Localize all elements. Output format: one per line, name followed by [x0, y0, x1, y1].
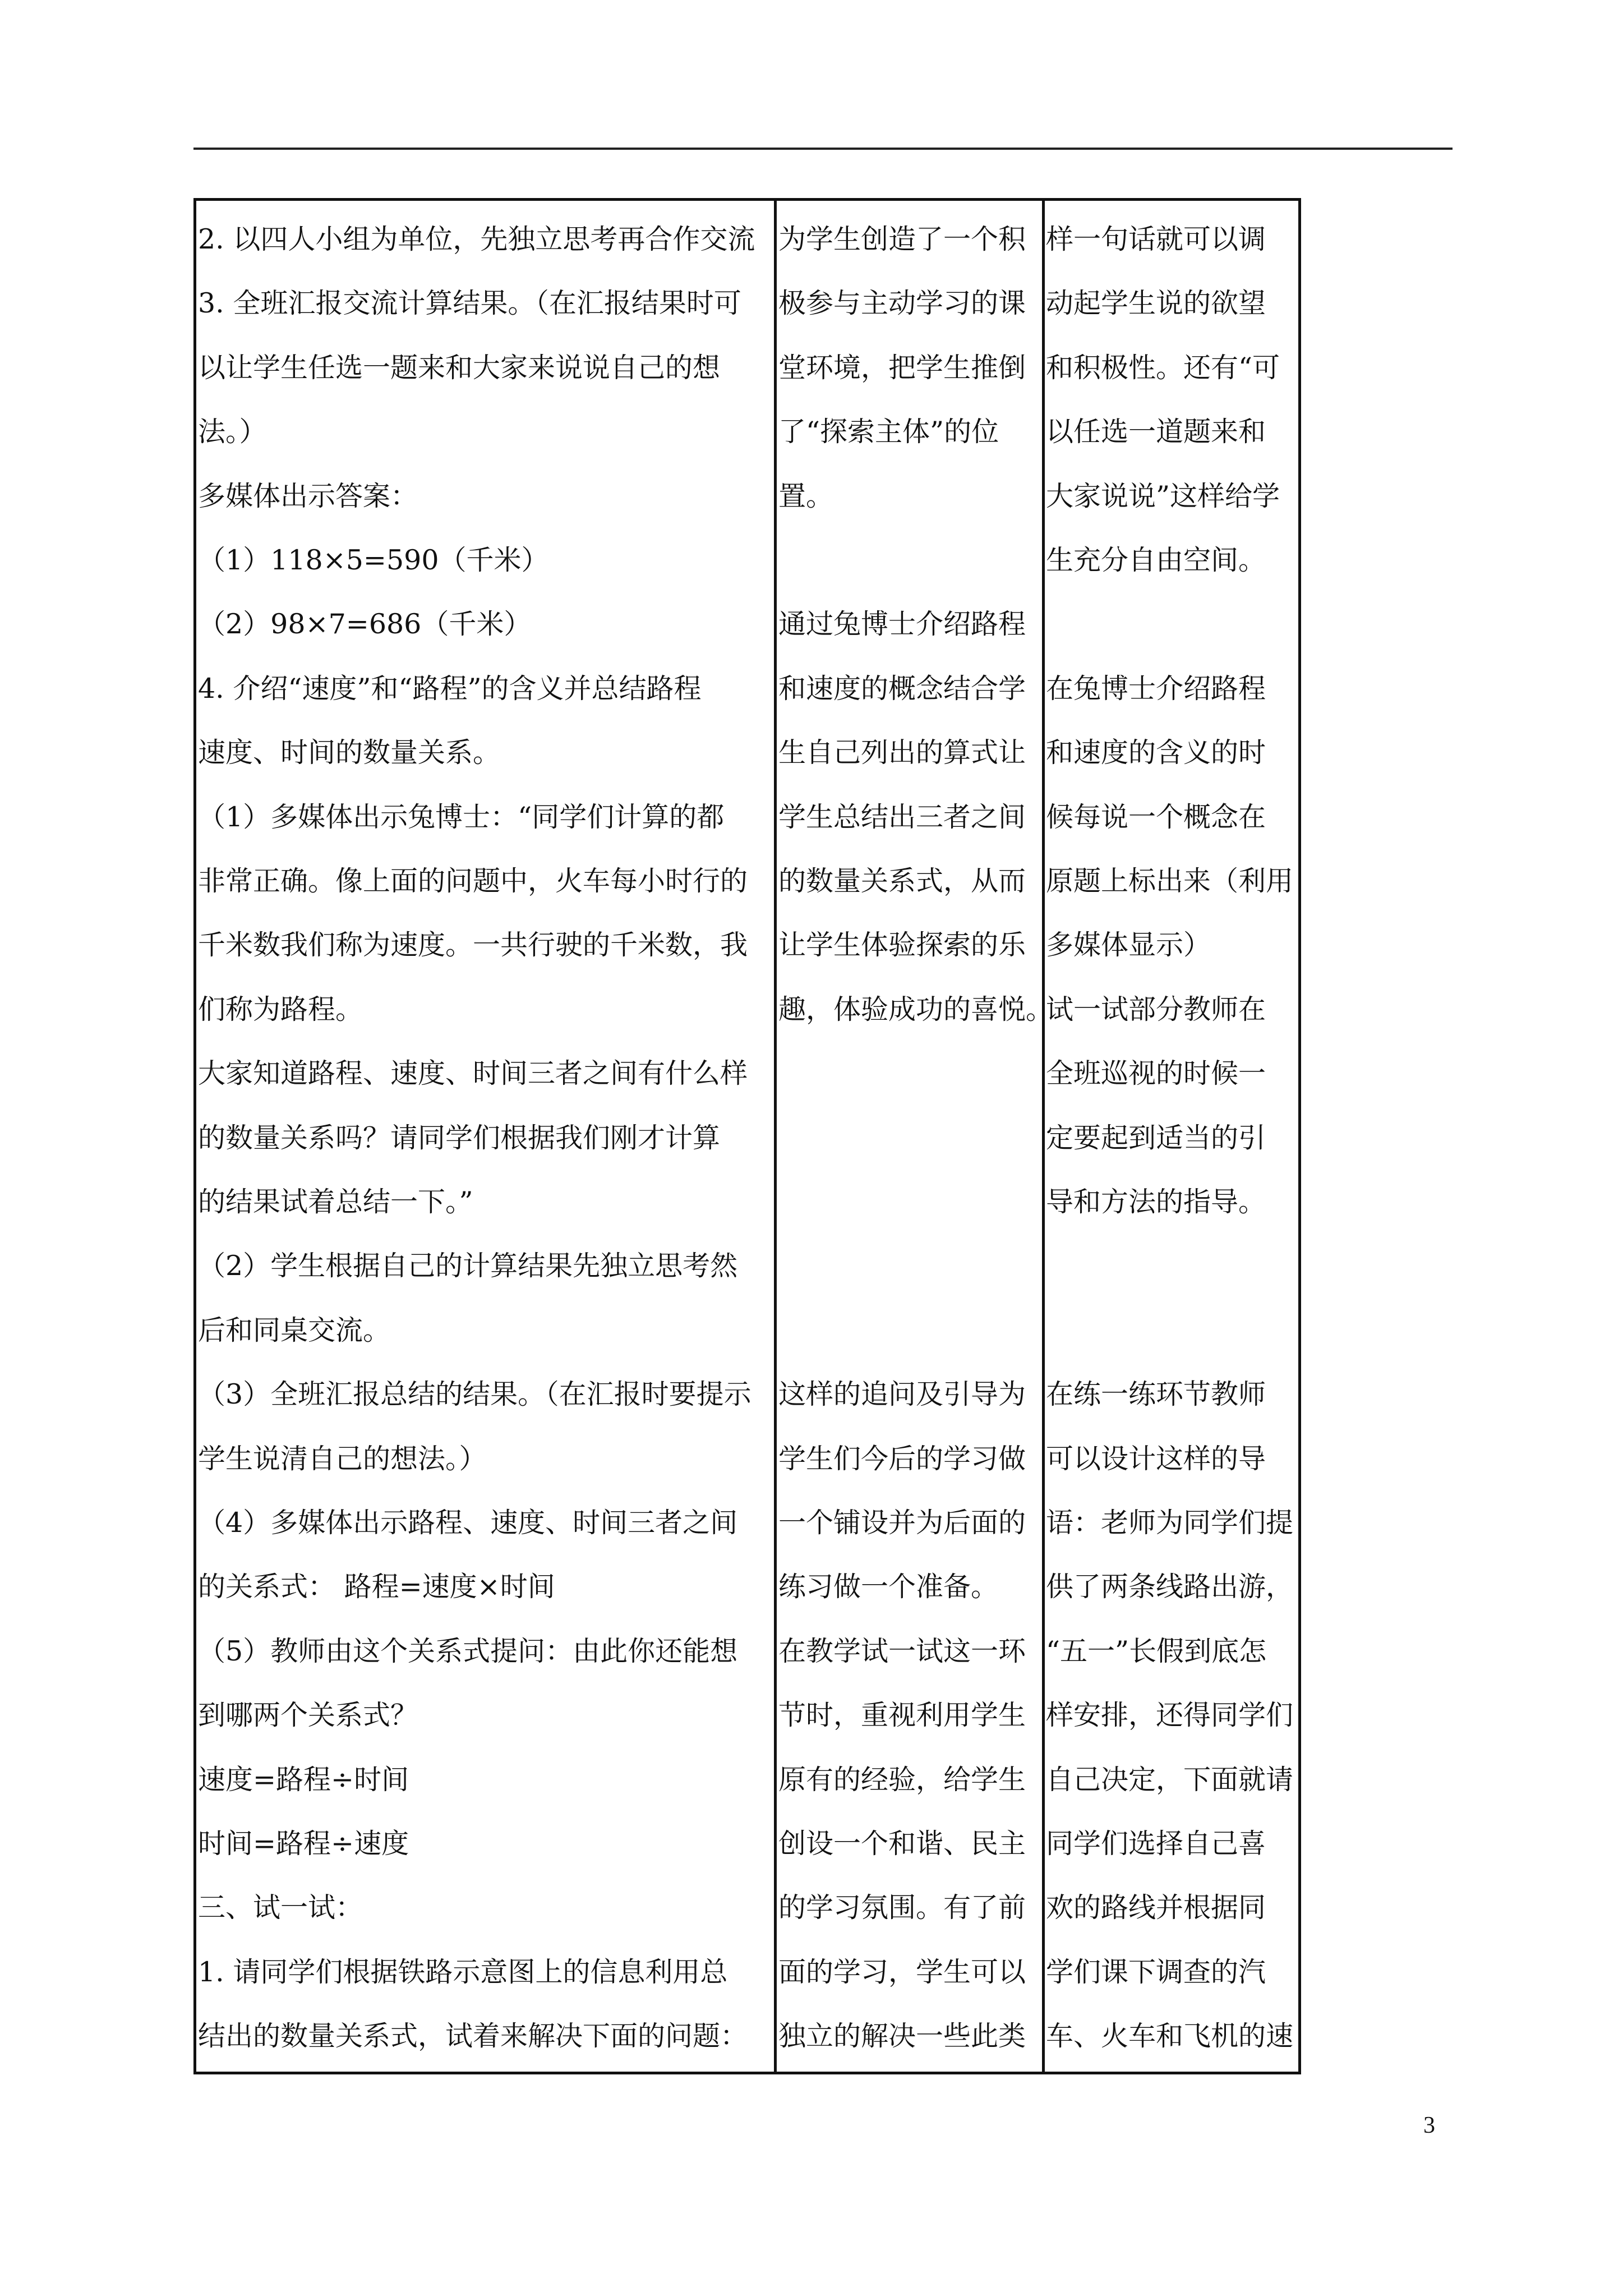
teaching-tips-line: 语：老师为同学们提 — [1046, 1507, 1294, 1539]
teaching-process-line: （2）学生根据自己的计算结果先独立思考然 — [198, 1250, 738, 1282]
teaching-process-line: 以让学生任选一题来和大家来说说自己的想 — [198, 351, 721, 384]
teaching-process-line: （5）教师由这个关系式提问：由此你还能想 — [198, 1635, 738, 1667]
teaching-process-line: （1）多媒体出示兔博士：“同学们计算的都 — [198, 800, 725, 833]
teaching-process-line: 三、试一试： — [198, 1892, 363, 1924]
teaching-process-line: 的结果试着总结一下。” — [198, 1186, 473, 1218]
design-intent-line: 面的学习，学生可以 — [778, 1955, 1026, 1988]
design-intent-line: 在教学试一试这一环 — [778, 1635, 1026, 1667]
design-intent-line: 极参与主动学习的课 — [778, 287, 1026, 320]
design-intent-line: 和速度的概念结合学 — [778, 672, 1026, 705]
column-divider — [1042, 201, 1045, 2072]
header-rule — [193, 148, 1453, 150]
teaching-process-line: 们称为路程。 — [198, 993, 363, 1025]
design-intent-line: 的数量关系式，从而 — [778, 865, 1026, 897]
teaching-tips-line: 和速度的含义的时 — [1046, 737, 1266, 769]
teaching-tips-line: 欢的路线并根据同 — [1046, 1892, 1266, 1924]
teaching-tips-line: 动起学生说的欲望 — [1046, 287, 1266, 320]
design-intent-line: 练习做一个准备。 — [778, 1571, 999, 1603]
teaching-process-line: （4）多媒体出示路程、速度、时间三者之间 — [198, 1507, 738, 1539]
teaching-tips-line: 供了两条线路出游， — [1046, 1571, 1294, 1603]
teaching-tips-line: 原题上标出来（利用 — [1046, 865, 1294, 897]
teaching-process-line: 千米数我们称为速度。一共行驶的千米数，我 — [198, 929, 748, 961]
design-intent-line: 的学习氛围。有了前 — [778, 1892, 1026, 1924]
teaching-process-line: 3. 全班汇报交流计算结果。（在汇报结果时可 — [198, 287, 741, 320]
teaching-tips-line: 样一句话就可以调 — [1046, 223, 1266, 255]
teaching-tips-line: 以任选一道题来和 — [1046, 416, 1266, 448]
teaching-tips-line: 在练一练环节教师 — [1046, 1378, 1266, 1411]
teaching-process-line: 速度=路程÷时间 — [198, 1763, 409, 1796]
teaching-process-line: （1）118×5=590（千米） — [198, 544, 549, 576]
teaching-tips-line: 候每说一个概念在 — [1046, 800, 1266, 833]
design-intent-line: 堂环境，把学生推倒 — [778, 351, 1026, 384]
teaching-tips-line: 样安排，还得同学们 — [1046, 1699, 1294, 1732]
teaching-tips-line: 定要起到适当的引 — [1046, 1121, 1266, 1154]
teaching-process-line: （3）全班汇报总结的结果。（在汇报时要提示 — [198, 1378, 751, 1411]
teaching-process-line: 大家知道路程、速度、时间三者之间有什么样 — [198, 1057, 748, 1090]
teaching-tips-line: 可以设计这样的导 — [1046, 1442, 1266, 1475]
design-intent-line: 学生总结出三者之间 — [778, 800, 1026, 833]
teaching-tips-line: 在兔博士介绍路程 — [1046, 672, 1266, 705]
design-intent-line: 创设一个和谐、民主 — [778, 1828, 1026, 1860]
design-intent-line: 学生们今后的学习做 — [778, 1442, 1026, 1475]
design-intent-line: 节时，重视利用学生 — [778, 1699, 1026, 1732]
teaching-tips-line: 导和方法的指导。 — [1046, 1186, 1266, 1218]
teaching-tips-line: “五一”长假到底怎 — [1046, 1635, 1267, 1667]
teaching-process-line: 非常正确。像上面的问题中，火车每小时行的 — [198, 865, 748, 897]
teaching-process-line: （2）98×7=686（千米） — [198, 608, 532, 641]
design-intent-line: 通过兔博士介绍路程 — [778, 608, 1026, 641]
teaching-tips-line: 大家说说”这样给学 — [1046, 480, 1280, 512]
teaching-process-line: 法。） — [198, 416, 267, 448]
design-intent-line: 一个铺设并为后面的 — [778, 1507, 1026, 1539]
page-number: 3 — [1423, 2113, 1435, 2138]
design-intent-line: 让学生体验探索的乐 — [778, 929, 1026, 961]
teaching-tips-line: 试一试部分教师在 — [1046, 993, 1266, 1025]
teaching-process-line: 4. 介绍“速度”和“路程”的含义并总结路程 — [198, 672, 702, 705]
design-intent-line: 置。 — [778, 480, 834, 512]
teaching-tips-line: 全班巡视的时候一 — [1046, 1057, 1266, 1090]
column-divider — [774, 201, 777, 2072]
lesson-plan-table — [193, 198, 1301, 2074]
design-intent-line: 了“探索主体”的位 — [778, 416, 999, 448]
teaching-process-line: 速度、时间的数量关系。 — [198, 737, 501, 769]
teaching-tips-line: 多媒体显示） — [1046, 929, 1211, 961]
teaching-process-line: 到哪两个关系式？ — [198, 1699, 418, 1732]
teaching-tips-line: 生充分自由空间。 — [1046, 544, 1266, 576]
design-intent-line: 原有的经验，给学生 — [778, 1763, 1026, 1796]
design-intent-line: 这样的追问及引导为 — [778, 1378, 1026, 1411]
teaching-tips-line: 学们课下调查的汽 — [1046, 1955, 1266, 1988]
teaching-process-line: 时间=路程÷速度 — [198, 1828, 409, 1860]
design-intent-line: 趣，体验成功的喜悦。 — [778, 993, 1054, 1025]
design-intent-line: 独立的解决一些此类 — [778, 2020, 1026, 2053]
teaching-tips-line: 车、火车和飞机的速 — [1046, 2020, 1294, 2053]
teaching-process-line: 后和同桌交流。 — [198, 1314, 391, 1346]
teaching-process-line: 1. 请同学们根据铁路示意图上的信息利用总 — [198, 1955, 728, 1988]
teaching-tips-line: 同学们选择自己喜 — [1046, 1828, 1266, 1860]
teaching-process-line: 的数量关系吗？请同学们根据我们刚才计算 — [198, 1121, 721, 1154]
teaching-process-line: 多媒体出示答案： — [198, 480, 418, 512]
teaching-process-line: 2. 以四人小组为单位，先独立思考再合作交流 — [198, 223, 755, 255]
teaching-tips-line: 自己决定，下面就请 — [1046, 1763, 1294, 1796]
design-intent-line: 生自己列出的算式让 — [778, 737, 1026, 769]
teaching-process-line: 的关系式： 路程=速度×时间 — [198, 1571, 555, 1603]
teaching-tips-line: 和积极性。还有“可 — [1046, 351, 1280, 384]
teaching-process-line: 结出的数量关系式，试着来解决下面的问题： — [198, 2020, 748, 2053]
teaching-process-line: 学生说清自己的想法。） — [198, 1442, 487, 1475]
design-intent-line: 为学生创造了一个积 — [778, 223, 1026, 255]
